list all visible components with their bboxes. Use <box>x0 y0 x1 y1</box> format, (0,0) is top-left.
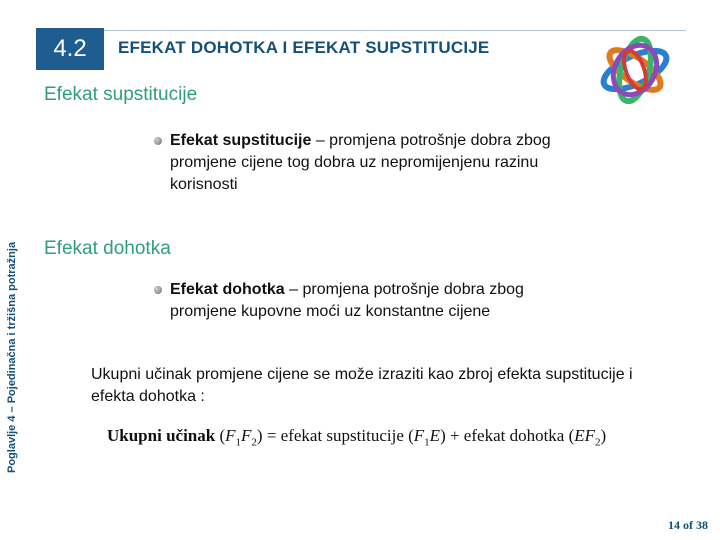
slide-title: EFEKAT DOHOTKA I EFEKAT SUPSTITUCIJE <box>118 38 490 57</box>
substitution-term: Efekat supstitucije <box>170 132 312 149</box>
income-term: Efekat dohotka <box>170 281 285 298</box>
page-number: 14 of 38 <box>668 518 708 532</box>
bullet-substitution <box>170 130 570 196</box>
formula-label: Ukupni učinak <box>107 426 216 445</box>
interlocking-rings-logo-icon <box>580 30 690 110</box>
bullet-dot-icon <box>154 137 162 145</box>
total-effect-formula: Ukupni učinak $(F_1F_2)$ = efekat supstitucije $(F_1E)$ + efekat dohotka $(EF_2)$ <box>107 426 607 449</box>
substitution-definition: – promjena potrošnje dobra zbog promjene cijene tog dobra uz nepromijenjenu razinu korisnosti <box>170 132 551 193</box>
section-number-badge <box>36 28 104 70</box>
total-effect-paragraph: Ukupni učinak promjene cijene se može izraziti kao zbroj efekta supstitucije i efekta dohotka : <box>91 366 633 405</box>
bullet-income <box>170 279 590 323</box>
bullet-dot-icon <box>154 286 162 294</box>
heading-substitution: Efekat supstitucije <box>44 84 198 105</box>
income-definition: – promjena potrošnje dobra zbog promjene kupovne moći uz konstantne cijene <box>170 281 524 320</box>
heading-income: Efekat dohotka <box>44 238 171 259</box>
chapter-side-label: Poglavlje 4 – Pojedinačna i tržišna potražnja <box>6 241 18 473</box>
section-number: 4.2 <box>53 35 87 62</box>
